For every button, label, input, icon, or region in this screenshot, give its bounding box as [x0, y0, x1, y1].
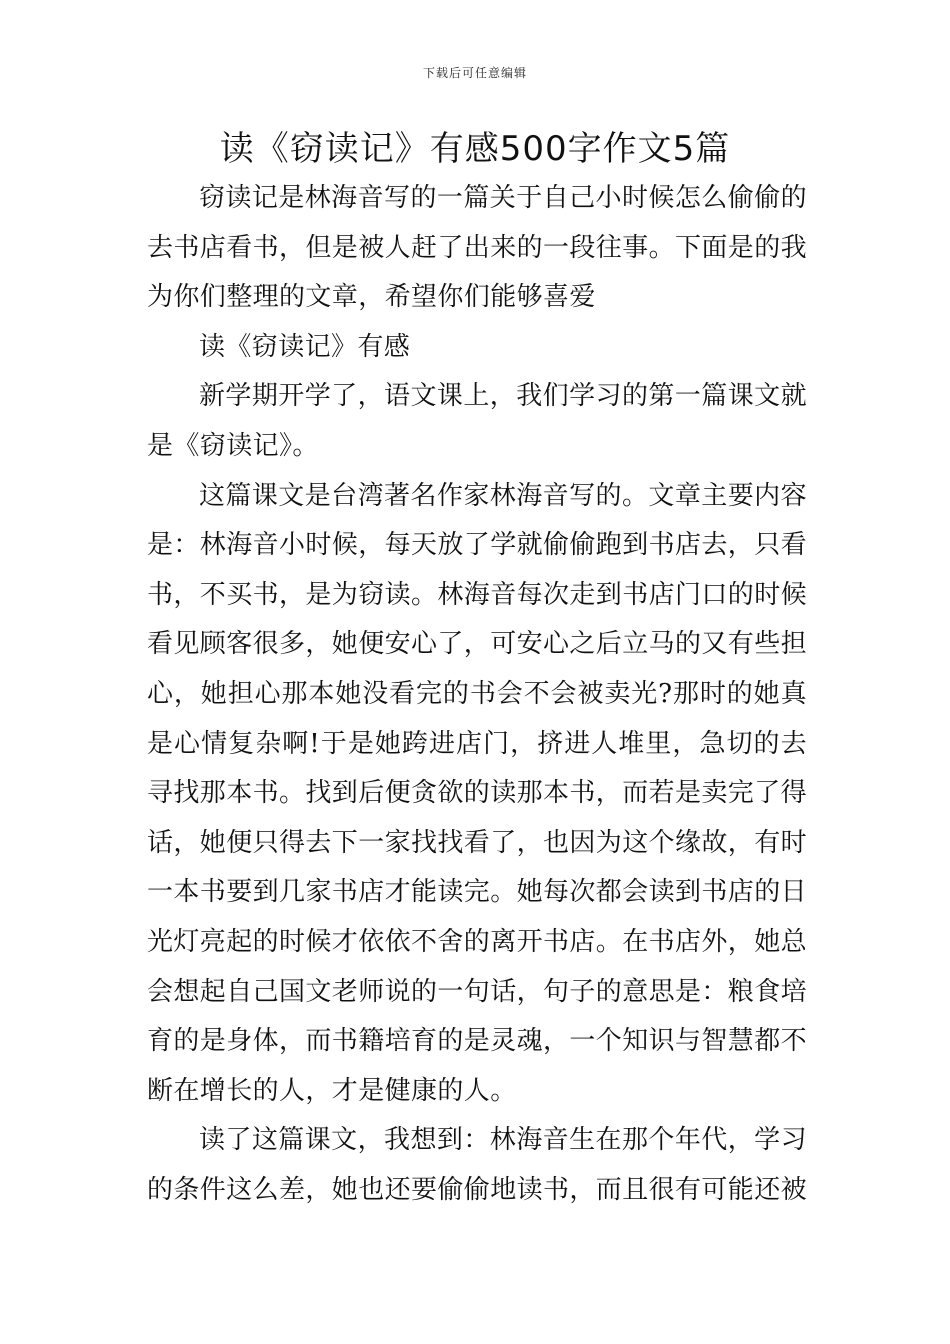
- page-header-note: 下载后可任意编辑: [422, 66, 527, 80]
- paragraph-3: 读了这篇课文，我想到：林海音生在那个年代，学习的条件这么差，她也还要偷偷地读书，而且很有可能还被: [147, 1125, 808, 1205]
- paragraph-2: 这篇课文是台湾著名作家林海音写的。文章主要内容是：林海音小时候，每天放了学就偷偷跑到书店去，只看书，不买书，是为窃读。林海音每次走到书店门口的时候看见顾客很多，她便安心了，可安心之后立马的又有些担心，她担心那本她没看完的书会不会被卖光?那时的她真是心情复杂啊!于是她跨进店门，挤进人堆里，急切的去寻找那本书。找到后便贪欲的读那本书，而若是卖完了得话，她便只得去下一家找找看了，也因为这个缘故，有时一本书要到几家书店才能读完。她每次都会读到书店的日光灯亮起的时候才依依不舍的离开书店。在书店外，她总会想起自己国文老师说的一句话，句子的意思是：粮食培育的是身体，而书籍培育的是灵魂，一个知识与智慧都不断在增长的人，才是健康的人。: [147, 480, 808, 1106]
- document-title: 读《窃读记》有感500字作文5篇: [219, 129, 731, 169]
- paragraph-intro: 窃读记是林海音写的一篇关于自己小时候怎么偷偷的去书店看书，但是被人赶了出来的一段往事。下面是的我为你们整理的文章，希望你们能够喜爱: [147, 183, 808, 313]
- paragraph-1: 新学期开学了，语文课上，我们学习的第一篇课文就是《窃读记》。: [147, 381, 807, 461]
- paragraph-subtitle: 读《窃读记》有感: [199, 331, 411, 362]
- document-body: [147, 174, 807, 1215]
